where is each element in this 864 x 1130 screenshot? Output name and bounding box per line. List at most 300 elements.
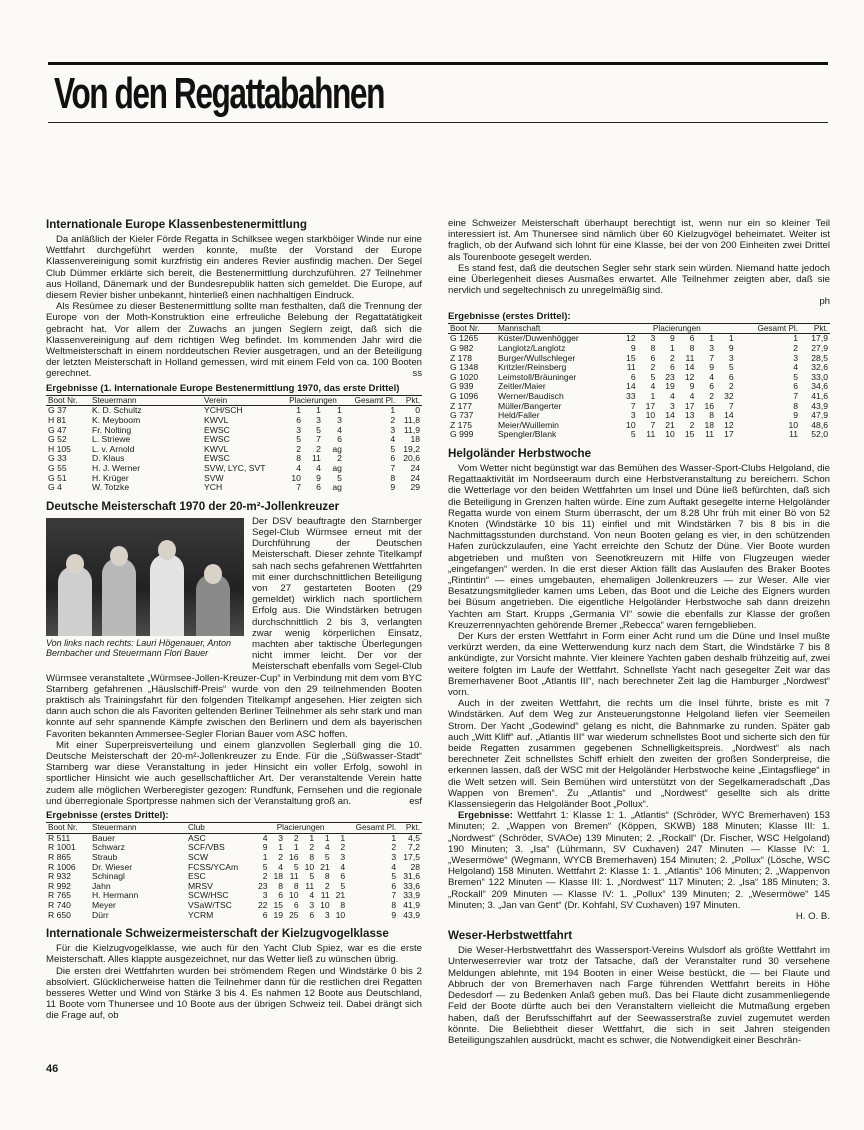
table-cell: 10	[788, 419, 798, 430]
table-cell: 6	[689, 333, 695, 344]
table-cell: Schwarz	[92, 842, 125, 853]
table-cell: 14	[684, 362, 695, 373]
table-cell: 10	[289, 890, 299, 901]
table-cell: 7	[793, 390, 798, 401]
table-cell: 10	[291, 472, 301, 483]
jollen-results-table	[46, 823, 422, 920]
right-column	[448, 218, 830, 1046]
table-cell: 2	[650, 362, 656, 373]
table-cell: Z 175	[450, 419, 472, 430]
table-cell: 4	[337, 424, 342, 435]
table-cell: 4	[316, 463, 321, 473]
table-cell: 2	[793, 343, 798, 354]
col-verein: Verein	[202, 396, 282, 406]
table-cell: Werner/Baudisch	[498, 390, 564, 401]
schweiz-paragraph-4: Es stand fest, daß die deutschen Segler sehr stark sein würden. Niemand hatte jedoch eine Überlegenheit dieses Ausmaßes erwartet. Alle Teilnehmer zeigten aber, daß sie nervlich und segeltechnisch zu unregelmäßig sind.	[448, 262, 830, 297]
table-cell: MRSV	[188, 880, 213, 891]
table-cell: 3	[337, 415, 342, 426]
table-cell: Schinagl	[92, 871, 125, 882]
table-cell: G 51	[48, 472, 67, 483]
table-cell: 47,9	[811, 410, 828, 421]
schweiz-results-header	[448, 324, 830, 334]
table-cell: 1	[670, 343, 675, 354]
schweiz-continued	[448, 218, 830, 440]
helgoland-paragraph-1: Vom Wetter nicht begünstigt war das Bemühen des Wasser-Sport-Clubs Helgoland, die Regattaaktivität im Nordseeraum durch eine Herbstveranstaltung zu bereichern. Schon die Wetterlage vor den beiden Wettfahrten um Insel und Düne ließ befürchten, daß sich die Beteiligung in Grenzen halten würde. Eine zum Auftakt gesegelte interne Helgoländer Regatta wurde von einem Sturm überrascht, der um 8.28 Uhr früh mit einer Bö von 52 Knoten (Windstärke 10 bis 11) einfiel und mit Windstärken 7 bis 8 bis in die Nachmittagsstunden durchstand. Von neun Booten gelang es vier, in den schützenden Hafen zurückzulaufen, eine Yacht erreichte den Schutz der Düne. Vier Boote wurden abgetrieben und mußten von Seenotkreuzern mit Hilfe von Flugzeugen wieder „eingefangen“ werden. In die erst dieser Aktion fällt das Auslaufen des Braker Bootes „Rintintin“ — eines umgebauten, ehemaligen Jollenkreuzers — zur Weser. Alle vier Besatzungsmitglieder kamen ums Leben, das Boot und die Leiche des Eigners wurden bei Büsum angetrieben. Die eigentliche Helgoländer Herbstwoche sah dann dreizehn Yachten am Start. Krupps „Germania VI“ sowie die ebenfalls zur Klasse der großen Kreuzerrennyachten gehörende Bremer „Rebecca“ waren ferngeblieben.	[448, 462, 830, 631]
table-cell: 2	[390, 415, 396, 426]
table-cell: 2	[709, 390, 715, 401]
weser-paragraph-1: Die Weser-Herbstwettfahrt des Wassersport-Vereins Wulsdorf als größte Wettfahrt im Unterweserrevier war trotz der Tatsache, daß der Veranstalter rund 30 versehene Meldungen ablehnte, mit 194 Booten in einer Weise bestückt, die — bei Flaute und Abbruch der von Bremerhaven nach Farge führenden Wettfahrt bereits in Höhe Dedesdorf — zu Bedenken Anlaß geben muß. Das bei Flaute dicht zusammenliegende Feld der Boote dürfte auch bei den Veranstaltern vielleicht die Mutmaßung ergeben haben, daß der Berufsschiffahrt auf der Seewasserstraße zuviel zugemutet werden könnte. Die Beliebtheit dieser Wettfahrt, die sich in seit Jahren steigenden Beteiligungszahlen ausdrückt, macht es schwer, die Notwendigkeit einer Beschrän-	[448, 945, 830, 1046]
table-cell: 6	[309, 909, 315, 920]
table-row	[448, 430, 830, 440]
photo-person-3	[150, 554, 184, 636]
table-cell: 7,2	[408, 842, 420, 853]
table-cell: 3	[340, 852, 346, 863]
schweiz-paragraph-3: eine Schweizer Meisterschaft überhaupt berechtigt ist, wenn nur ein so kleiner Teil interessiert ist. Am Thunersee sind nämlich über 60 Kielzugvögel beheimatet. Weiter ist fraglich, ob der Aufwand sich lohnt für eine Klasse, bei der von 200 Einheiten zwei Drittel als Tourenboote gesegelt werden.	[448, 218, 830, 263]
table-cell: 23	[257, 880, 268, 891]
photo-person-1	[58, 566, 92, 636]
table-cell: 17,9	[811, 333, 828, 344]
table-cell: 11	[626, 362, 636, 373]
table-cell: ag	[332, 482, 342, 493]
table-cell: 2	[337, 453, 342, 464]
table-cell: 2	[293, 832, 299, 843]
table-cell: 52,0	[811, 429, 828, 440]
table-cell: 17,5	[403, 852, 420, 863]
photo-head-4	[204, 564, 222, 584]
table-cell: 21	[335, 890, 346, 901]
table-cell: 3	[324, 909, 330, 920]
table-cell: 27,9	[811, 343, 828, 354]
table-cell: R 1006	[48, 861, 76, 872]
weser-section	[448, 929, 830, 1046]
europe-heading: Internationale Europe Klassenbestenermittlung	[46, 218, 307, 231]
table-cell: 41,9	[403, 900, 420, 911]
table-cell: Burger/Wullschleger	[498, 352, 576, 363]
table-cell: R 932	[48, 871, 71, 882]
table-cell: 8	[650, 343, 656, 354]
table-cell: H. Hermann	[92, 890, 139, 901]
table-cell: 2	[296, 443, 301, 454]
col-boot: Boot Nr.	[46, 823, 90, 833]
table-cell: 1	[278, 842, 284, 853]
table-cell: G 52	[48, 434, 67, 445]
schweiz-results-table	[448, 324, 830, 440]
helgoland-paragraph-2: Der Kurs der ersten Wettfahrt in Form einer Acht rund um die Düne und Insel mußte verkürzt werden, da eine Wetterwendung kurz nach dem Start, die Windstärke 7 bis 8 ankündigte, zur Vorsicht mahnte. Vier kleinere Yachten gaben deshalb frühzeitig auf, zwei weitere folgten im Laufe der Wettfahrt. Schnellste Yacht nach gesegelter Zeit war das Bremerhavener Boot „Atlantis III“, nach berechneter Zeit lag die Hamburger „Nordwest“ vorn.	[448, 631, 830, 699]
table-cell: 4	[650, 381, 656, 392]
table-cell: 3	[296, 424, 301, 435]
table-cell: R 740	[48, 900, 71, 911]
schweiz-paragraph-2: Die ersten drei Wettfahrten wurden bei strömendem Regen und Windstärke 0 bis 2 absolviert. Glücklicherweise hatten die Teilnehmer dann für die restlichen drei Regatten besseres Wetter und Wind von Stärke 3 bis 4. Es nahmen 12 Boote aus Deutschland, 11 Boote vom Thunersee und 10 Boote aus der übrigen Schweiz teil. Dabei drängt sich die Frage auf, ob	[46, 965, 422, 1022]
table-cell: Jahn	[92, 880, 111, 891]
table-cell: 7	[390, 463, 396, 473]
col-gesamt: Gesamt Pl.	[347, 823, 398, 833]
col-placierungen: Placierungen	[618, 324, 736, 334]
table-cell: Z 177	[450, 400, 472, 411]
table-cell: 11	[289, 871, 299, 882]
table-cell: 11	[789, 429, 798, 440]
table-cell: 1	[309, 832, 315, 843]
table-cell: Küster/Duwenhögger	[498, 333, 579, 344]
col-placierungen: Placierungen	[254, 823, 347, 833]
table-cell: 5	[293, 861, 299, 872]
table-cell: 11	[305, 880, 315, 891]
table-cell: 3	[278, 832, 284, 843]
table-cell: 28,5	[811, 352, 828, 363]
table-cell: 1	[337, 405, 342, 416]
europe-results-body	[46, 406, 422, 493]
table-cell: 4	[296, 463, 301, 473]
table-cell: 4	[391, 861, 397, 872]
table-cell: 6	[340, 871, 346, 882]
table-cell: Dr. Wieser	[92, 861, 133, 872]
table-cell: 8	[309, 852, 315, 863]
table-cell: VSaW/TSC	[188, 900, 232, 911]
table-cell: ASC	[188, 832, 206, 843]
table-cell: 8	[391, 900, 397, 911]
table-cell: 23	[665, 371, 675, 382]
table-cell: 7	[709, 352, 715, 363]
table-cell: 31,6	[403, 871, 420, 882]
table-cell: 13	[684, 410, 695, 421]
table-cell: 6	[793, 381, 798, 392]
table-cell: R 511	[48, 832, 71, 843]
table-cell: ag	[332, 463, 342, 473]
table-cell: 6	[390, 453, 396, 464]
table-cell: 10	[665, 429, 675, 440]
table-cell: Müller/Bangerter	[498, 400, 562, 411]
table-cell: G 1096	[450, 390, 479, 401]
schweiz-section	[46, 927, 422, 1021]
table-cell: SVW	[204, 472, 224, 483]
helgoland-results-text: Wettfahrt 1: Klasse 1: 1. „Atlantis“ (Schröder, WYC Bremerhaven) 153 Minuten; 2. „Wappen von Bremen“ (Köppen, SKWB) 188 Minuten; Klasse III: 1. „Nordwest“ (Schröder, SVAOe) 139 Minuten; 2. „Rockall“ (Dr. Fischer, WSC Helgoland) 190 Minuten; 3. „Isa“ (Lührmann, SV Cuxhaven) 247 Minuten — Klasse IV: 1. „Wesermöwe“ (Wegmann, WYCB Bremerhaven) 154 Minuten; 2. „Pollux“ (Lösche, WSC Helgoland) 158 Minuten. Wettfahrt 2: Klasse 1: 1. „Atlantis“ 106 Minuten; 2. „Wappenvon Bremen“ 122 Minuten — Klasse III: 1. „Nordwest“ 117 Minuten; 2. „Isa“ 185 Minuten; 3. „Rockall“ 209 Minuten — Klasse IV: 1. „Pollux“ 139 Minuten; 2. „Wesermöwe“ 145 Minuten; 3. „Jan van Gent“ (Dr. Kohfahl, SV Cuxhaven) 197 Minuten.	[448, 810, 830, 911]
table-cell: 1	[340, 832, 346, 843]
table-cell: Kritzler/Reinsberg	[498, 362, 567, 373]
table-cell: 10	[320, 900, 330, 911]
table-cell: 6	[728, 371, 734, 382]
table-cell: H 81	[48, 415, 67, 426]
table-cell: 11	[685, 352, 695, 363]
schweiz-paragraph-1: Für die Kielzugvogelklasse, wie auch für den Yacht Club Spiez, war es die erste Meisterschaft. Alles klappte ausgezeichnet, nur das Wetter ließ zu wünschen übrig.	[46, 943, 422, 966]
col-gesamt: Gesamt Pl.	[344, 396, 397, 406]
table-cell: FCSS/YCAm	[188, 861, 239, 872]
table-cell: R 765	[48, 890, 71, 901]
table-cell: 33,0	[811, 371, 828, 382]
table-cell: 14	[724, 410, 734, 421]
table-cell: 1	[296, 405, 301, 416]
table-cell: Z 178	[450, 352, 472, 363]
table-cell: 8	[340, 900, 346, 911]
table-cell: SCW/HSC	[188, 890, 229, 901]
table-cell: 0	[415, 405, 420, 416]
table-cell: 17	[724, 429, 734, 440]
table-cell: 3	[391, 852, 397, 863]
table-cell: 29	[410, 482, 420, 493]
table-cell: 12	[724, 419, 734, 430]
table-cell: 16	[289, 852, 299, 863]
table-cell: 11	[705, 429, 715, 440]
helgoland-heading: Helgoländer Herbstwoche	[448, 446, 592, 460]
photo-head-2	[110, 546, 128, 566]
table-cell: Dürr	[92, 909, 109, 920]
photo-head-1	[66, 554, 84, 574]
left-column	[46, 218, 422, 1022]
table-cell: 2	[278, 852, 284, 863]
jollen-signature: esf	[409, 795, 422, 807]
weser-heading: Weser-Herbstwettfahrt	[448, 929, 573, 943]
table-cell: 1	[390, 405, 396, 416]
table-cell: 5	[793, 371, 798, 382]
table-cell: 6	[670, 362, 675, 373]
table-cell: 2	[324, 880, 330, 891]
schweiz-heading: Internationale Schweizermeisterschaft der Kielzugvogelklasse	[46, 927, 389, 941]
table-cell: W. Totzke	[92, 482, 130, 493]
table-cell: Straub	[92, 852, 118, 863]
table-cell: 41,6	[811, 390, 828, 401]
helgoland-signature: H. O. B.	[795, 911, 830, 923]
table-cell: 5	[296, 434, 301, 445]
table-cell: H 105	[48, 443, 71, 454]
table-cell: 4	[689, 390, 695, 401]
table-cell: 11	[312, 453, 321, 464]
helgoland-results	[448, 810, 830, 911]
table-cell: 5	[650, 371, 656, 382]
table-cell: 17	[684, 400, 695, 411]
table-cell: 32	[724, 390, 734, 401]
table-cell: 3	[630, 410, 636, 421]
table-cell: 7	[728, 400, 734, 411]
table-cell: YCH/SCH	[204, 405, 243, 416]
table-cell: 1	[728, 333, 734, 344]
table-cell: 4	[309, 890, 315, 901]
table-cell: 2	[391, 842, 397, 853]
table-cell: 5	[391, 871, 397, 882]
table-cell: 5	[390, 443, 396, 454]
table-cell: H. Krüger	[92, 472, 129, 483]
table-cell: 5	[262, 861, 268, 872]
table-cell: ESC	[188, 871, 206, 882]
jollen-results-body	[46, 833, 422, 920]
table-cell: K. D. Schultz	[92, 405, 142, 416]
team-photo	[46, 518, 244, 636]
table-cell: 2	[309, 842, 315, 853]
table-cell: 25	[289, 909, 299, 920]
table-cell: 4	[262, 832, 268, 843]
table-cell: 6	[278, 890, 284, 901]
table-cell: 5	[324, 852, 330, 863]
table-cell: 8	[278, 880, 284, 891]
table-cell: 4	[793, 362, 798, 373]
europe-paragraph-2	[46, 301, 422, 379]
table-cell: KWVL	[204, 443, 229, 454]
table-cell: 1	[293, 842, 299, 853]
table-cell: 8	[293, 880, 299, 891]
table-cell: 9	[391, 909, 397, 920]
jollen-results-header	[46, 823, 422, 833]
table-cell: 2	[670, 352, 675, 363]
table-cell: Meyer	[92, 900, 116, 911]
table-cell: 6	[296, 415, 301, 426]
table-cell: D. Klaus	[92, 453, 125, 464]
table-cell: SCW	[188, 852, 209, 863]
table-cell: 6	[709, 381, 715, 392]
table-cell: 9	[689, 381, 695, 392]
table-cell: 28	[410, 861, 420, 872]
table-cell: 6	[650, 352, 656, 363]
table-cell: 4	[324, 842, 330, 853]
schweiz-signature: ph	[819, 296, 830, 308]
table-cell: 10	[304, 861, 315, 872]
table-cell: EWSC	[204, 434, 230, 445]
table-cell: 12	[684, 371, 695, 382]
table-cell: YCRM	[188, 909, 214, 920]
table-cell: 21	[320, 861, 330, 872]
table-cell: 21	[665, 419, 675, 430]
table-cell: 8	[324, 871, 330, 882]
table-cell: 24	[410, 463, 420, 473]
table-cell: 2	[316, 443, 321, 454]
table-cell: R 865	[48, 852, 71, 863]
table-cell: 19	[273, 909, 284, 920]
jollen-results-title: Ergebnisse (erstes Drittel):	[46, 810, 422, 823]
table-cell: 8	[689, 343, 695, 354]
col-boot: Boot Nr.	[448, 324, 496, 334]
table-cell: 24	[410, 472, 420, 483]
europe-paragraph-1: Da anläßlich der Kieler Förde Regatta in Schilksee wegen starkböiger Winde nur eine Wettfahrt durchgeführt werden konnte, mußte der Vorstand der Europe Klassenvereinigung somit kurzfristig ein anderes Revier ausfindig machen. Der Segel Club Dümmer erklärte sich bereit, die Bestenermittlung durchzuführen. 27 Teilnehmer aus Holland, Dänemark und der Bundesrepublik hatten sich gemeldet. Die Europe, auf diesem Revier bisher unbekannt, hinterließ einen nachhaltigen Eindruck.	[46, 234, 422, 302]
table-cell: 8	[296, 453, 301, 464]
table-cell: 3	[262, 890, 268, 901]
table-cell: 9	[390, 482, 396, 493]
top-rule	[48, 62, 828, 65]
europe-paragraph-2-text: Als Resümee zu dieser Bestenermittlung sollte man festhalten, daß die Trennung der Europe von der Moth-Konstruktion eine erfreuliche Belebung der Regattatätigkeit gebracht hat. Vor allem der Zuwachs an jungen Seglern zeigt, daß sich die Klassenvereinigung auf dem richtigen Weg befindet. Im kommenden Jahr wird die Weltmeisterschaft in einem norddeutschen Revier ausgetragen, und an der Beteiligung der letzten Meisterschaft in Holland gemessen, wird mit einem Feld von ca. 100 Booten gerechnet.	[46, 301, 422, 380]
table-cell: 22	[257, 900, 268, 911]
table-cell: 10	[626, 419, 636, 430]
table-cell: 9	[316, 472, 321, 483]
table-cell: 15	[273, 900, 284, 911]
table-cell: 5	[316, 424, 321, 435]
table-cell: 1	[391, 832, 397, 843]
table-cell: 4	[340, 861, 346, 872]
table-cell: 3	[390, 424, 396, 435]
col-pkt: Pkt.	[398, 823, 422, 833]
jollen-heading: Deutsche Meisterschaft 1970 der 20-m²-Jollenkreuzer	[46, 499, 340, 513]
table-cell: 11	[320, 890, 330, 901]
table-cell: 3	[650, 333, 656, 344]
table-cell: 9	[670, 333, 675, 344]
col-pkt: Pkt.	[800, 324, 830, 334]
table-cell: 18	[704, 419, 715, 430]
table-cell: 9	[728, 343, 734, 354]
table-cell: 12	[626, 333, 636, 344]
table-cell: 6	[293, 900, 299, 911]
table-cell: 15	[626, 352, 636, 363]
europe-signature: ss	[412, 368, 422, 380]
table-cell: K. Meyboom	[92, 415, 141, 426]
table-cell: 9	[630, 343, 636, 354]
table-cell: 1	[316, 405, 321, 416]
table-cell: 7	[391, 890, 397, 901]
table-cell: 6	[391, 880, 397, 891]
table-cell: 14	[665, 410, 675, 421]
table-cell: 7	[650, 419, 656, 430]
table-row	[46, 911, 422, 921]
table-cell: 33	[626, 390, 636, 401]
table-cell: 43,9	[811, 400, 828, 411]
table-cell: 9	[262, 842, 268, 853]
table-cell: G 999	[450, 429, 474, 440]
table-cell: 11,8	[403, 415, 420, 426]
table-cell: 10	[645, 410, 656, 421]
table-cell: 2	[340, 842, 346, 853]
table-cell: 4	[278, 861, 284, 872]
europe-results-table	[46, 396, 422, 493]
col-club: Club	[186, 823, 254, 833]
table-cell: 14	[626, 381, 636, 392]
jollen-section	[46, 500, 422, 920]
col-mannschaft: Mannschaft	[496, 324, 618, 334]
jollen-paragraph-1: Der DSV beauftragte den Starnberger Segel-Club Würmsee erneut mit der Durchführung der Deutschen Meisterschaft. Dieser zehnte Titelkampf sah nach sechs gefahrenen Wettfahrten mit einer durchschnittlichen Beteiligung von 27 gestarteten Booten (29 gemeldet) wirklich nach sportlichem Erfolg aus. Die Windstärken betrugen durchschnittlich 2 bis 3, verlangten zwar wenig körperlichen Einsatz, machten aber taktische Überlegungen nicht immer leicht. Der vor der Meisterschaft ebenfalls vom Segel-Club Würmsee veranstaltete „Würmsee-Jollen-Kreuzer-Cup“ in Verbindung mit dem vom BYC Starnberg gefahrenen „Häuslschiff-Preis“ wurde von den 29 teilnehmenden Booten praktisch als Trainingsfahrt für den folgenden Titelkampf angesehen. Hier zeigten sich dann auch schon die als Favoriten geltenden Berliner Teilnehmer als sehr stark und man konnte auf sehr spannende Kämpfe zwischen den Berlinern und dem als bayerischen Favoriten bekannten Ammersee-Segler Florian Bauer vom ASC hoffen.	[46, 515, 422, 740]
table-cell: G 939	[450, 381, 474, 392]
col-pkt: Pkt.	[397, 396, 422, 406]
table-cell: 6	[316, 482, 321, 493]
table-cell: G 1020	[450, 371, 479, 382]
table-cell: 34,6	[811, 381, 828, 392]
table-cell: L. v. Arnold	[92, 443, 135, 454]
table-cell: 16	[704, 400, 715, 411]
table-cell: Fr. Nolting	[92, 424, 132, 435]
schweiz-results-body	[448, 334, 830, 440]
table-cell: 8	[793, 400, 798, 411]
table-cell: 2	[728, 381, 734, 392]
table-cell: KWVL	[204, 415, 229, 426]
table-cell: G 37	[48, 405, 67, 416]
table-cell: 3	[316, 415, 321, 426]
col-steuermann: Steuermann	[90, 823, 186, 833]
table-cell: G 33	[48, 453, 67, 464]
table-cell: 1	[324, 832, 330, 843]
table-cell: 3	[709, 343, 715, 354]
europe-results-title: Ergebnisse (1. Internationale Europe Bestenermittlung 1970, das erste Drittel)	[46, 383, 422, 396]
table-cell: 2	[689, 419, 695, 430]
table-cell: 4,5	[408, 832, 420, 843]
table-cell: 3	[309, 900, 315, 911]
table-cell: 33,6	[403, 880, 420, 891]
table-cell: R 992	[48, 880, 71, 891]
table-cell: 48,6	[811, 419, 828, 430]
col-placierungen: Placierungen	[282, 396, 344, 406]
table-cell: 4	[670, 390, 675, 401]
table-cell: R 650	[48, 909, 71, 920]
table-cell: 6	[630, 371, 636, 382]
table-cell: G 982	[450, 343, 474, 354]
table-cell: 1	[709, 333, 715, 344]
table-cell: 18	[410, 434, 420, 445]
photo-head-3	[158, 540, 176, 560]
title-rule	[48, 122, 828, 123]
table-cell: 10	[335, 909, 346, 920]
photo-caption: Von links nach rechts: Lauri Högenauer, Anton Bernbacher und Steuermann Flori Bauer	[46, 637, 231, 659]
table-cell: 1	[262, 852, 268, 863]
table-cell: 11	[646, 429, 656, 440]
table-cell: 1	[650, 390, 656, 401]
europe-results-header	[46, 396, 422, 406]
photo-person-2	[102, 558, 136, 636]
table-cell: G 4	[48, 482, 62, 493]
table-cell: G 47	[48, 424, 67, 435]
table-cell: 3	[670, 400, 675, 411]
table-cell: 5	[337, 472, 342, 483]
helgoland-results-label: Ergebnisse:	[458, 810, 513, 822]
helgoland-paragraph-3: Auch in der zweiten Wettfahrt, die rechts um die Insel führte, briste es mit 7 Windstärken. Auf dem Weg zur Ansteuerungstonne Helgoland liefen vier Seemeilen Strom. Der Yacht „Godewind“ gelang es nicht, die Bahnmarke zu runden. Später gab auch „Witt Kliff“ auf. „Atlantis III“ war wiederum schnellstes Boot und sicherte sich den für beide Regatten zusammen gegebenen Schnelligkeitspreis. „Nordwest“ als nach berechneter Zeit schnellstes Schiff erhielt den zweiten der großen Sonderpreise, die erkennen lassen, daß der WSC mit der Helgoländer Herbstwoche keine „Eintagsfliege“ in die Welt setzen will. Sein Bemühen wird unterstützt von der Segelkameradschaft „Das Wappen von Bremen“. Zu „Atlantis“ und „Nordwest“ gesellte sich als dritte Klassensiegerin das Helgoländer Boot „Pollux“.	[448, 698, 830, 811]
